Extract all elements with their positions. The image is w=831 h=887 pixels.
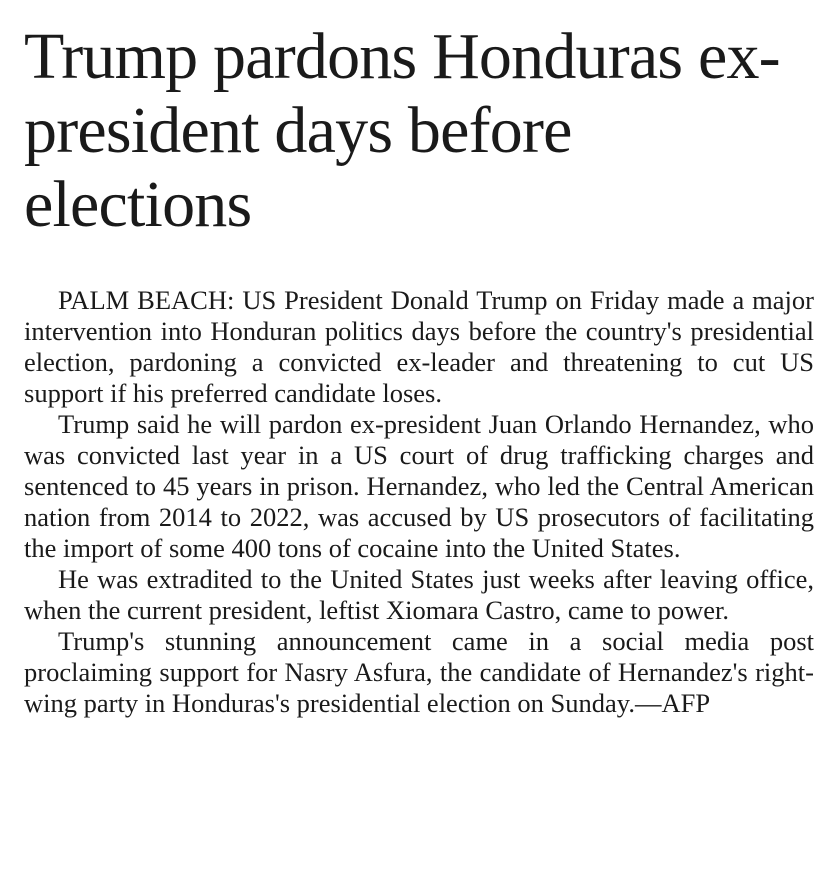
article-paragraph: PALM BEACH: US President Donald Trump on Friday made a major intervention into Honduran politics days before the country's presidential election, pardoning a convicted ex-leader and threatening to cut US support if his preferred candidate loses. xyxy=(24,285,814,408)
article-headline: Trump pardons Honduras ex-president days before elections xyxy=(24,20,780,241)
article-paragraph: He was extradited to the United States just weeks after leaving office, when the current president, leftist Xiomara Castro, came to power. xyxy=(24,564,814,625)
article-paragraph: Trump said he will pardon ex-president Juan Orlando Hernandez, who was convicted last year in a US court of drug trafficking charges and sentenced to 45 years in prison. Hernandez, who led the Central American nation from 2014 to 2022, was accused by US prosecutors of facilitating the import of some 400 tons of cocaine into the United States. xyxy=(24,409,814,563)
news-article xyxy=(24,0,814,719)
article-paragraph: Trump's stunning announcement came in a social media post proclaiming support for Nasry Asfura, the candidate of Hernandez's right-wing party in Honduras's presidential election on Sunday.—AFP xyxy=(24,626,814,718)
article-body xyxy=(24,285,814,719)
